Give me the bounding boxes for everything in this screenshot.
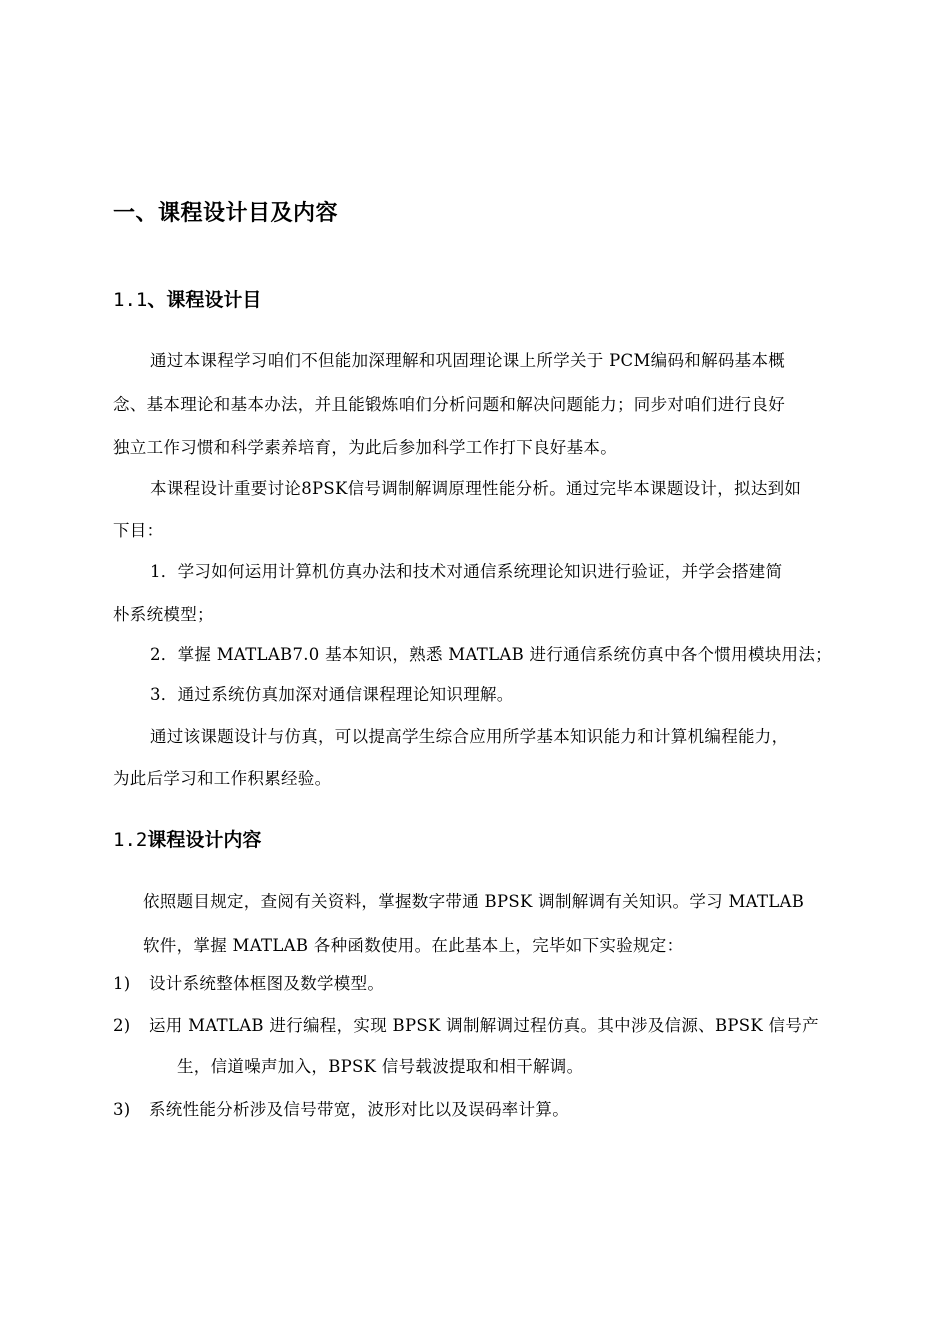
list-line: 3．通过系统仿真加深对通信课程理论知识理解。 — [150, 685, 514, 704]
paragraph-line: 下目： — [113, 521, 164, 540]
list-item-continuation: 生，信道噪声加入，BPSK 信号载波提取和相干解调。 — [177, 1057, 584, 1076]
section-number: 1.2 — [113, 829, 148, 851]
list-item — [113, 1012, 819, 1036]
list-marker: 3) — [113, 1100, 131, 1119]
list-item-text: 系统性能分析涉及信号带宽，波形对比以及误码率计算。 — [149, 1100, 569, 1119]
list-line: 1．学习如何运用计算机仿真办法和技术对通信系统理论知识进行验证，并学会搭建简 — [150, 562, 783, 581]
chapter-heading: 一、课程设计目及内容 — [113, 201, 339, 226]
section-heading-1-1 — [113, 285, 261, 312]
section-title: 、课程设计目 — [147, 289, 262, 311]
list-marker: 2) — [113, 1016, 131, 1035]
list-item-text: 设计系统整体框图及数学模型。 — [149, 974, 385, 993]
list-item — [113, 1096, 569, 1120]
paragraph-line: 独立工作习惯和科学素养培育，为此后参加科学工作打下良好基本。 — [113, 438, 617, 457]
paragraph-line: 念、基本理论和基本办法，并且能锻炼咱们分析问题和解决问题能力；同步对咱们进行良好 — [113, 395, 785, 414]
section-title: 课程设计内容 — [147, 829, 262, 851]
paragraph-line: 依照题目规定，查阅有关资料，掌握数字带通 BPSK 调制解调有关知识。学习 MATLAB — [143, 892, 805, 911]
list-line: 朴系统模型； — [113, 605, 214, 624]
list-item-text: 运用 MATLAB 进行编程，实现 BPSK 调制解调过程仿真。其中涉及信源、BPSK 信号产 — [149, 1016, 819, 1035]
section-number: 1.1 — [113, 289, 148, 311]
paragraph-line: 本课程设计重要讨论8PSK信号调制解调原理性能分析。通过完毕本课题设计，拟达到如 — [150, 479, 802, 498]
paragraph-line: 为此后学习和工作积累经验。 — [113, 769, 332, 788]
paragraph-line: 通过该课题设计与仿真，可以提高学生综合应用所学基本知识能力和计算机编程能力， — [150, 727, 789, 746]
list-line: 2．掌握 MATLAB7.0 基本知识，熟悉 MATLAB 进行通信系统仿真中各个惯用模块用法； — [150, 645, 832, 664]
paragraph-line: 软件，掌握 MATLAB 各种函数使用。在此基本上，完毕如下实验规定： — [143, 936, 684, 955]
section-heading-1-2 — [113, 825, 261, 852]
list-item — [113, 970, 384, 994]
paragraph-line: 通过本课程学习咱们不但能加深理解和巩固理论课上所学关于 PCM编码和解码基本概 — [150, 351, 786, 370]
list-marker: 1) — [113, 974, 131, 993]
